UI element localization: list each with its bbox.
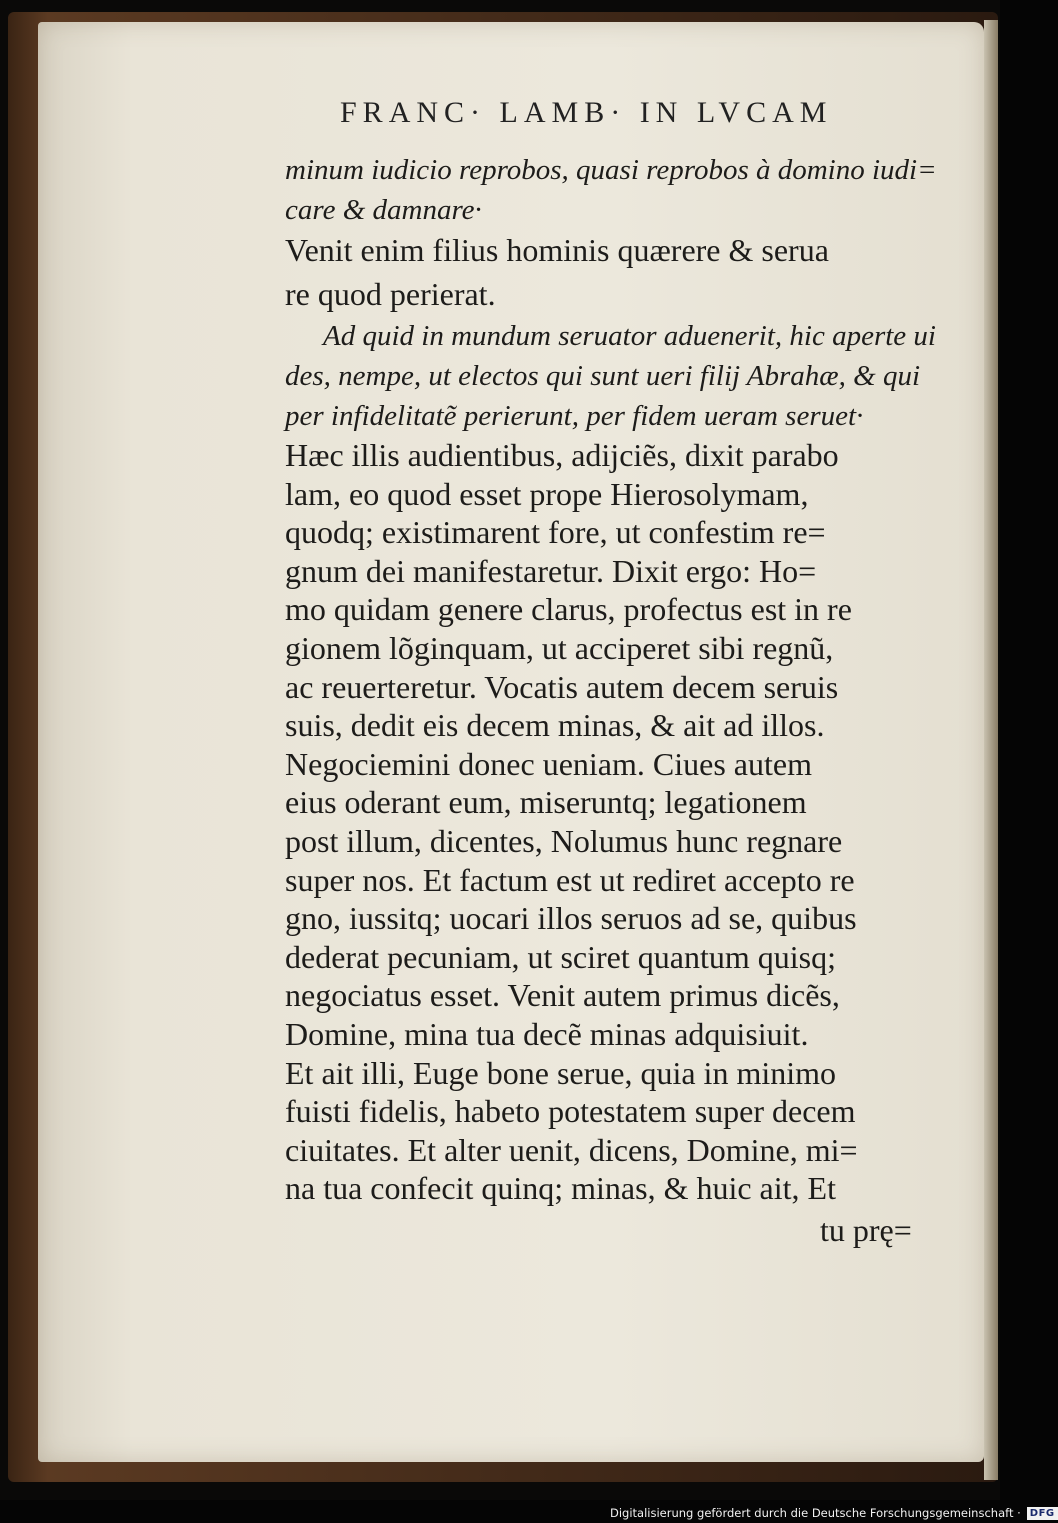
text-line: re quod perierat. [285, 276, 496, 312]
text-line: Domine, mina tua decẽ minas adquisiuit. [285, 1015, 809, 1052]
text-line: fuisti fidelis, habeto potestatem super decem [285, 1093, 856, 1130]
scripture-block-1 [285, 228, 925, 316]
text-line: Et ait illi, Euge bone serue, quia in minimo [285, 1054, 836, 1091]
credit-text: Digitalisierung gefördert durch die Deutsche Forschungsgemeinschaft · [610, 1506, 1021, 1520]
text-line: post illum, dicentes, Nolumus hunc regnare [285, 822, 843, 859]
digitization-credit [610, 1503, 1058, 1523]
page-edge [984, 20, 998, 1480]
text-line: gionem lõginquam, ut acciperet sibi regnũ, [285, 629, 834, 666]
scripture-block-2 [285, 436, 925, 1208]
text-line: mo quidam genere clarus, profectus est in re [285, 591, 852, 628]
text-line: gnum dei manifestaretur. Dixit ergo: Ho= [285, 552, 817, 589]
text-line: super nos. Et factum est ut rediret accepto re [285, 861, 855, 898]
text-line: Negociemini donec ueniam. Ciues autem [285, 745, 812, 782]
text-line: lam, eo quod esset prope Hierosolymam, [285, 475, 809, 512]
running-title: FRANC· LAMB· IN LVCAM [340, 96, 833, 129]
text-line: gno, iussitq; uocari illos seruos ad se, quibus [285, 900, 857, 937]
text-line: care & damnare· [285, 194, 482, 226]
text-line: des, nempe, ut electos qui sunt ueri filij Abrahæ, & qui [285, 360, 920, 392]
text-line: quodq; existimarent fore, ut confestim re= [285, 514, 826, 551]
text-line: ac reuerteretur. Vocatis autem decem seruis [285, 668, 839, 705]
catchword: tu prę= [820, 1212, 912, 1248]
commentary-block-1 [285, 150, 937, 230]
text-line: dederat pecuniam, ut sciret quantum quisq; [285, 938, 836, 975]
text-line: Venit enim filius hominis quærere & serua [285, 232, 829, 268]
commentary-block-2 [285, 316, 936, 436]
text-line: Ad quid in mundum seruator aduenerit, hic aperte ui [323, 320, 936, 352]
text-line: per infidelitatẽ perierunt, per fidem ueram seruet· [285, 400, 864, 432]
dfg-logo: DFG [1027, 1507, 1058, 1520]
text-line: minum iudicio reprobos, quasi reprobos à domino iudi= [285, 154, 937, 186]
text-line: na tua confecit quinq; minas, & huic ait, Et [285, 1170, 836, 1207]
text-line: ciuitates. Et alter uenit, dicens, Domine, mi= [285, 1131, 858, 1168]
text-line: negociatus esset. Venit autem primus dicẽs, [285, 977, 840, 1014]
text-line: suis, dedit eis decem minas, & ait ad illos. [285, 707, 825, 744]
text-line: eius oderant eum, miseruntq; legationem [285, 784, 807, 821]
text-line: Hæc illis audientibus, adijciẽs, dixit parabo [285, 437, 839, 473]
